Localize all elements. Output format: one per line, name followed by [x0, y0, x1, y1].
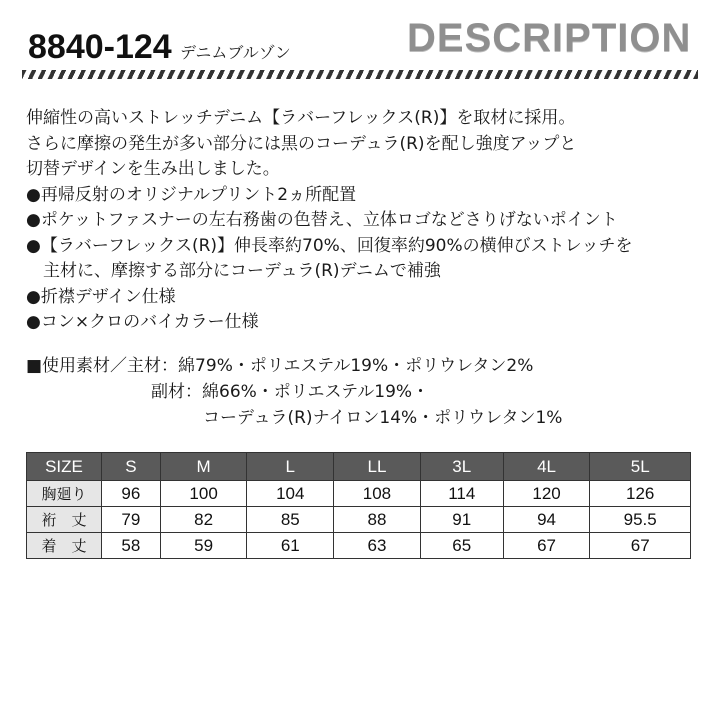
materials-main: ■使用素材／主材：綿79%・ポリエステル19%・ポリウレタン2%: [26, 356, 534, 376]
table-row: [27, 533, 691, 559]
table-cell: 59: [160, 533, 247, 559]
size-header-cell: LL: [334, 453, 421, 481]
table-cell: 95.5: [590, 507, 691, 533]
section-title: DESCRIPTION: [407, 16, 692, 60]
description-line: 伸縮性の高いストレッチデニム【ラバーフレックス(R)】を取材に採用。: [26, 108, 576, 128]
size-header-cell: SIZE: [27, 453, 102, 481]
table-cell: 79: [102, 507, 161, 533]
stripe-divider: [22, 70, 698, 79]
header: [0, 0, 720, 100]
size-header-cell: M: [160, 453, 247, 481]
table-cell: 82: [160, 507, 247, 533]
materials-sub-line1: 副材：綿66%・ポリエステル19%・: [151, 382, 430, 402]
feature-bullet: ●【ラバーフレックス(R)】伸長率約70%、回復率約90%の横伸びストレッチを: [26, 235, 633, 256]
table-cell: 126: [590, 481, 691, 507]
table-cell: 96: [102, 481, 161, 507]
table-cell: 100: [160, 481, 247, 507]
table-cell: 61: [247, 533, 334, 559]
feature-bullet: ●ポケットファスナーの左右務歯の色替え、立体ロゴなどさりげないポイント: [26, 210, 618, 230]
row-label: 裄 丈: [27, 507, 102, 533]
table-cell: 120: [503, 481, 590, 507]
product-code: 8840-124: [28, 28, 172, 66]
table-cell: 94: [503, 507, 590, 533]
table-cell: 91: [420, 507, 503, 533]
table-row: [27, 507, 691, 533]
feature-bullet-continuation: 主材に、摩擦する部分にコーデュラ(R)デニムで補強: [43, 261, 441, 281]
materials-section: [26, 353, 562, 431]
feature-bullet: ●コン×クロのバイカラー仕様: [26, 312, 259, 332]
size-header-cell: 4L: [503, 453, 590, 481]
row-label: 胸廻り: [27, 481, 102, 507]
table-cell: 88: [334, 507, 421, 533]
description-line: さらに摩擦の発生が多い部分には黒のコーデュラ(R)を配し強度アップと: [26, 133, 577, 154]
description-text: [26, 106, 706, 336]
feature-bullet: ●折襟デザイン仕様: [26, 286, 176, 307]
row-label: 着 丈: [27, 533, 102, 559]
size-header-row: [27, 453, 691, 481]
size-header-cell: 3L: [420, 453, 503, 481]
table-cell: 67: [503, 533, 590, 559]
table-cell: 58: [102, 533, 161, 559]
table-cell: 114: [420, 481, 503, 507]
size-header-cell: L: [247, 453, 334, 481]
description-line: 切替デザインを生み出しました。: [26, 159, 280, 179]
table-cell: 63: [334, 533, 421, 559]
table-cell: 65: [420, 533, 503, 559]
size-header-cell: S: [102, 453, 161, 481]
table-cell: 85: [247, 507, 334, 533]
product-name: デニムブルゾン: [180, 43, 291, 62]
table-cell: 104: [247, 481, 334, 507]
size-header-cell: 5L: [590, 453, 691, 481]
table-row: [27, 481, 691, 507]
size-table: [26, 452, 691, 559]
table-cell: 108: [334, 481, 421, 507]
feature-bullet: ●再帰反射のオリジナルプリント2ヵ所配置: [26, 184, 357, 205]
materials-sub-line2: コーデュラ(R)ナイロン14%・ポリウレタン1%: [203, 408, 563, 428]
table-cell: 67: [590, 533, 691, 559]
